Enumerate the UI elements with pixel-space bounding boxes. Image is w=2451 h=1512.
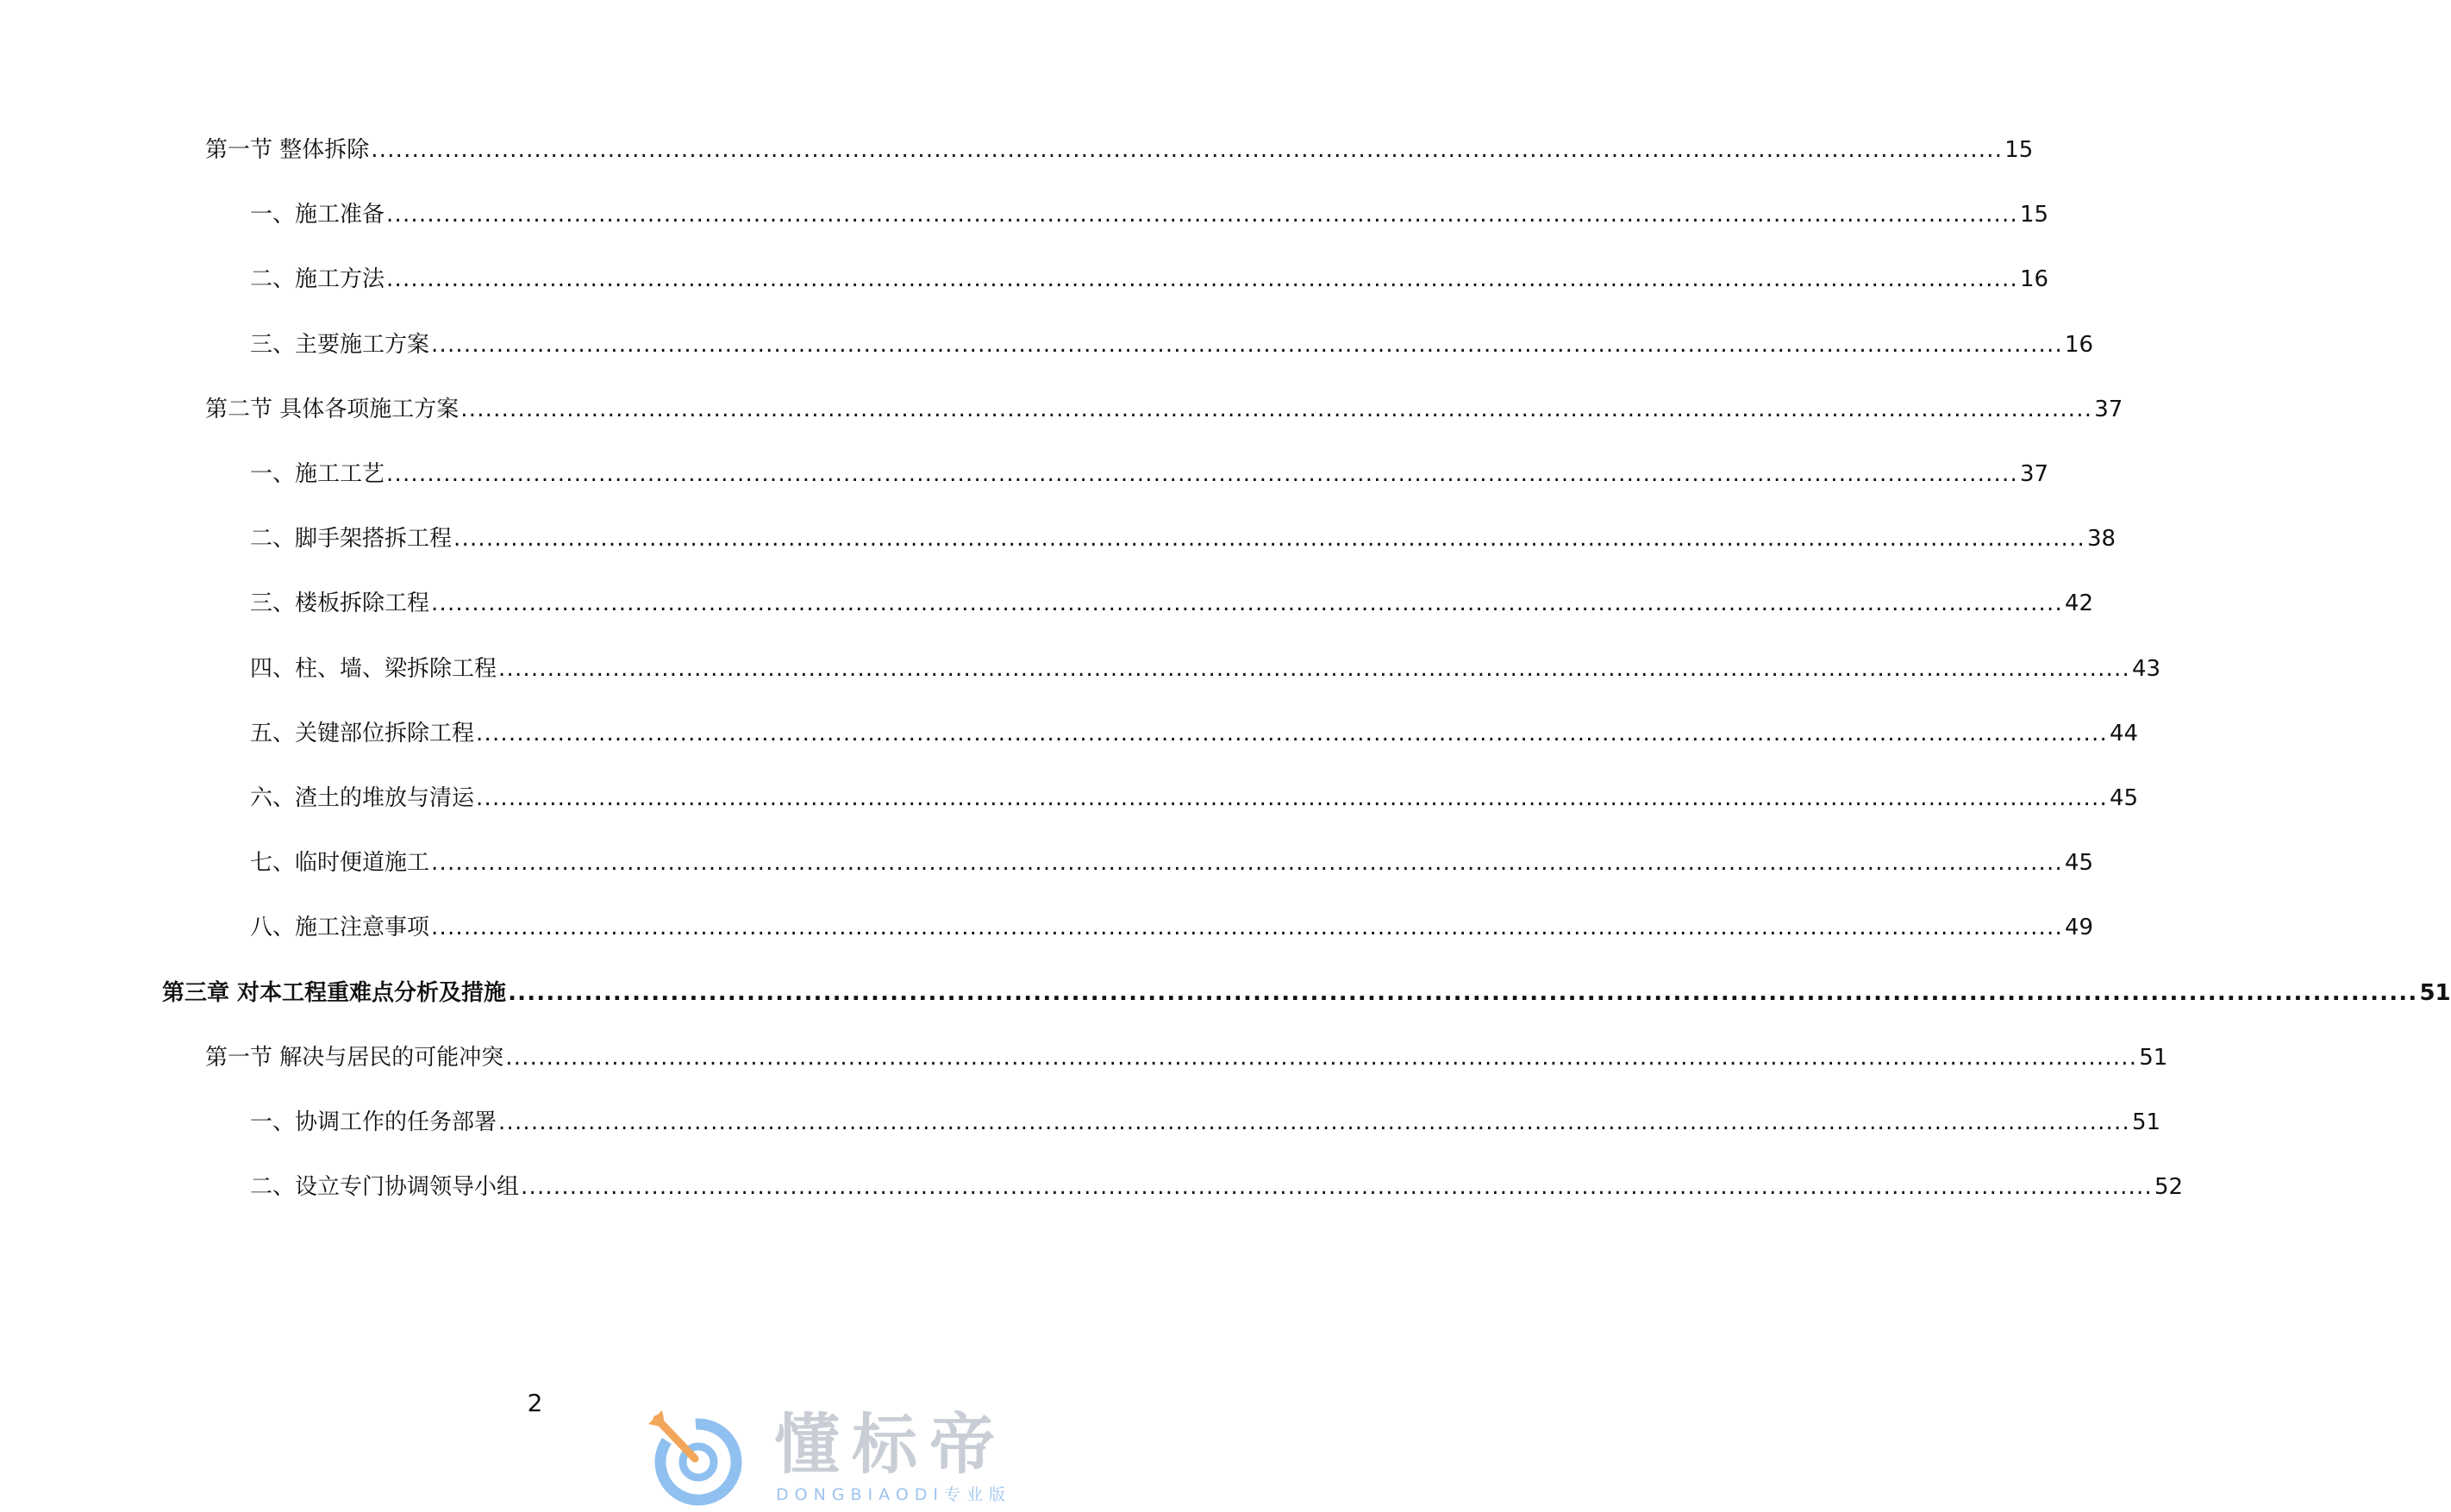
toc-entry[interactable] <box>162 976 2451 1010</box>
toc-entry[interactable] <box>250 262 2049 297</box>
toc-entry-page: 15 <box>2004 137 2034 163</box>
toc-entry-label: 二、脚手架搭拆工程 <box>250 526 453 552</box>
toc-entry-label: 一、协调工作的任务部署 <box>250 1109 497 1135</box>
toc-dot-leader: ........................................................................................................................................................................................................ <box>453 526 2085 552</box>
toc-entry-page: 43 <box>2131 656 2161 682</box>
toc-entry-page: 45 <box>2064 850 2094 876</box>
toc-entry[interactable] <box>250 910 2094 945</box>
toc-entry[interactable] <box>250 197 2049 232</box>
toc-entry-page: 15 <box>2019 202 2049 228</box>
toc-entry-label: 二、设立专门协调领导小组 <box>250 1174 520 1200</box>
toc-entry-page: 45 <box>2109 785 2139 811</box>
toc-dot-leader: ........................................................................................................................................................................................................ <box>431 915 2063 940</box>
toc-dot-leader: ........................................................................................................................................................................................................ <box>498 1109 2130 1135</box>
toc-dot-leader: ........................................................................................................................................................................................................ <box>521 1174 2153 1200</box>
watermark-brand-name: 懂标帝 <box>774 1406 1007 1483</box>
toc-entry-page: 51 <box>2131 1109 2161 1135</box>
toc-entry[interactable] <box>205 392 2123 427</box>
toc-entry-page: 37 <box>2019 461 2049 487</box>
toc-entry-page: 16 <box>2019 266 2049 292</box>
toc-entry-label: 八、施工注意事项 <box>250 915 430 940</box>
toc-dot-leader: ........................................................................................................................................................................................................ <box>476 721 2108 747</box>
toc-entry-page: 52 <box>2154 1174 2184 1200</box>
toc-entry[interactable] <box>250 522 2116 556</box>
toc-entry[interactable] <box>250 328 2094 362</box>
toc-entry-page: 49 <box>2064 915 2094 940</box>
toc-entry-label: 一、施工工艺 <box>250 461 385 487</box>
toc-entry-page: 16 <box>2064 332 2094 358</box>
toc-entry-label: 四、柱、墙、梁拆除工程 <box>250 656 497 682</box>
toc-entry[interactable] <box>250 716 2139 751</box>
toc-entry-label: 三、楼板拆除工程 <box>250 590 430 616</box>
toc-entry[interactable] <box>250 846 2094 880</box>
toc-entry[interactable] <box>250 586 2094 621</box>
toc-entry-label: 第二节 具体各项施工方案 <box>205 397 460 422</box>
toc-entry-label: 七、临时便道施工 <box>250 850 430 876</box>
toc-entry-page: 51 <box>2419 980 2451 1006</box>
target-arrow-icon <box>645 1407 750 1509</box>
toc-entry[interactable] <box>250 1105 2161 1140</box>
toc-dot-leader: ........................................................................................................................................................................................................ <box>498 656 2130 682</box>
toc-entry-page: 38 <box>2086 526 2116 552</box>
toc-dot-leader: ........................................................................................................................................................................................................ <box>460 397 2093 422</box>
toc-entry-page: 51 <box>2139 1045 2168 1071</box>
toc-dot-leader: ........................................................................................................................................................................................................ <box>505 1045 2138 1071</box>
toc-dot-leader: ........................................................................................................................................................................................................ <box>371 137 2004 163</box>
toc-entry[interactable] <box>250 652 2161 686</box>
toc-dot-leader: ........................................................................................................................................................................................................ <box>476 785 2108 811</box>
toc-dot-leader: ........................................................................................................................................................................................................ <box>431 590 2063 616</box>
toc-entry[interactable] <box>250 457 2049 491</box>
page-number: 2 <box>527 1389 543 1417</box>
watermark-subtitle: DONGBIAODI专业版 <box>776 1485 1012 1504</box>
toc-entry-page: 42 <box>2064 590 2094 616</box>
toc-dot-leader: ........................................................................................................................................................................................................ <box>386 202 2018 228</box>
toc-entry-label: 第三章 对本工程重难点分析及措施 <box>162 980 507 1006</box>
toc-entry-label: 一、施工准备 <box>250 202 385 228</box>
toc-entry[interactable] <box>205 133 2034 167</box>
toc-entry-label: 六、渣土的堆放与清运 <box>250 785 475 811</box>
toc-entry-label: 第一节 解决与居民的可能冲突 <box>205 1045 504 1071</box>
toc-entry-label: 第一节 整体拆除 <box>205 137 370 163</box>
toc-entry[interactable] <box>250 1170 2184 1204</box>
toc-entry-page: 44 <box>2109 721 2139 747</box>
toc-entry-page: 37 <box>2094 397 2123 422</box>
toc-dot-leader: ........................................................................................................................................................................................................ <box>386 266 2018 292</box>
toc-entry-label: 三、主要施工方案 <box>250 332 430 358</box>
toc-dot-leader: ........................................................................................................................................................................................................ <box>508 980 2418 1006</box>
toc-dot-leader: ........................................................................................................................................................................................................ <box>386 461 2018 487</box>
toc-entry[interactable] <box>250 781 2139 815</box>
toc-dot-leader: ........................................................................................................................................................................................................ <box>431 850 2063 876</box>
toc-dot-leader: ........................................................................................................................................................................................................ <box>431 332 2063 358</box>
toc-entry-label: 五、关键部位拆除工程 <box>250 721 475 747</box>
toc-entry-label: 二、施工方法 <box>250 266 385 292</box>
toc-entry[interactable] <box>205 1040 2168 1075</box>
watermark-logo <box>645 1407 1059 1509</box>
